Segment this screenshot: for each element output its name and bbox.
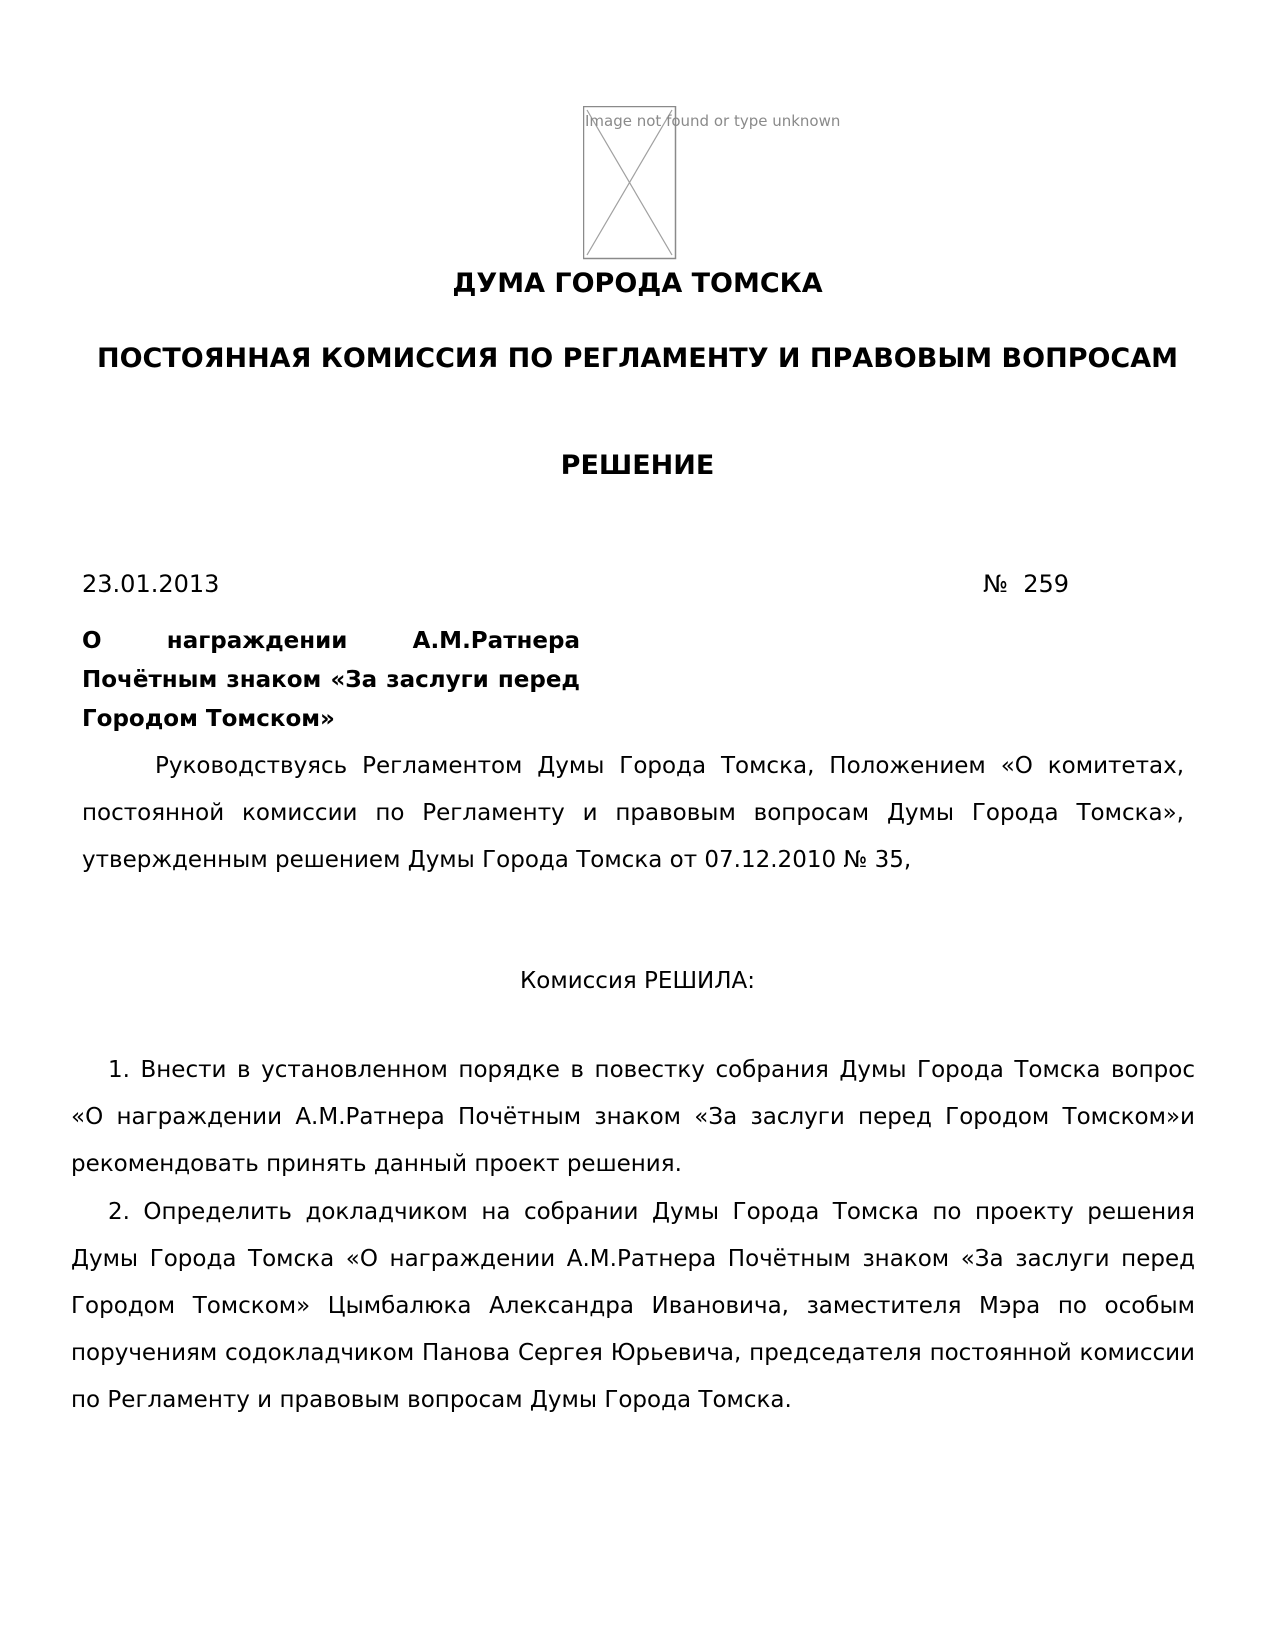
- document-subject: О награждении А.М.Ратнера Почётным знаком «За заслуги перед Городом Томском»: [82, 628, 580, 732]
- document-type: РЕШЕНИЕ: [560, 450, 715, 481]
- image-alt-text: Image not found or type unknown: [585, 112, 841, 130]
- resolution-item-2: 2. Определить докладчиком на собрании Думы Города Томска по проекту решения Думы Города Томска «О награждении А.М.Ратнера Почётным знаком «За заслуги перед Городом Томском» Цымбалюка Александра Ивановича, заместителя Мэра по особым поручениям содокладчиком Панова Сергея Юрьевича, председателя постоянной комиссии по Регламенту и правовым вопросам Думы Города Томска.: [71, 1199, 1195, 1413]
- commission-title-text: ПОСТОЯННАЯ КОМИССИЯ ПО РЕГЛАМЕНТУ И ПРАВОВЫМ ВОПРОСАМ: [96, 343, 1179, 374]
- document-date: 23.01.2013: [82, 570, 220, 598]
- commission-title: [0, 338, 1275, 380]
- resolved-heading: Комиссия РЕШИЛА:: [519, 968, 756, 994]
- broken-image-placeholder: [583, 106, 841, 260]
- document-number: № 259: [983, 570, 1070, 598]
- intro-paragraph: Руководствуясь Регламентом Думы Города Томска, Положением «О комитетах, постоянной комиссии по Регламенту и правовым вопросам Думы Города Томска», утвержденным решением Думы Города Томска от 07.12.2010 № 35,: [82, 753, 1184, 873]
- organization-title: ДУМА ГОРОДА ТОМСКА: [452, 268, 823, 299]
- resolution-item-1: 1. Внести в установленном порядке в повестку собрания Думы Города Томска вопрос «О награждении А.М.Ратнера Почётным знаком «За заслуги перед Городом Томском»и рекомендовать принять данный проект решения.: [71, 1057, 1195, 1177]
